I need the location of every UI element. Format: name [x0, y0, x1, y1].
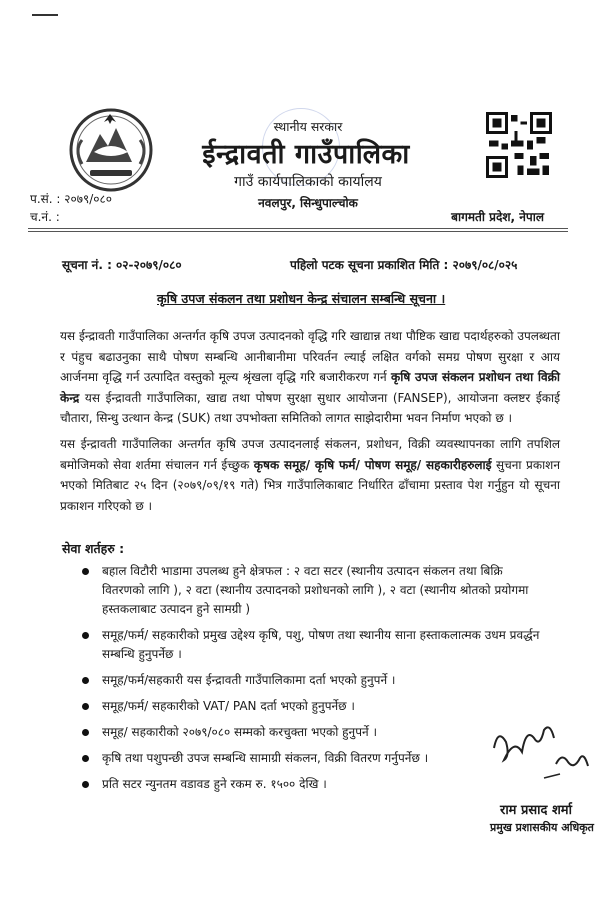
paragraph-intro-highlight: कृषि उपज संकलन प्रशोधन तथा विक्री केन्द्र	[60, 370, 560, 405]
bullet-icon	[82, 632, 89, 639]
signatory-title: प्रमुख प्रशासकीय अधिकृत	[490, 821, 594, 834]
bullet-icon	[82, 781, 89, 788]
paragraph-intro	[60, 326, 560, 429]
letter-number: प.सं. : २०७९/०८०	[30, 192, 112, 206]
office-address: नवलपुर, सिन्धुपाल्चोक	[258, 196, 358, 210]
municipality-name: ईन्द्रावती गाउँपालिका	[202, 139, 410, 170]
government-label: स्थानीय सरकार	[273, 119, 343, 134]
paragraph-call-highlight: कृषक समूह/ कृषि फर्म/ पोषण समूह/ सहकारीहरुलाई	[253, 457, 492, 472]
bullet-icon	[82, 755, 89, 762]
paragraph-intro-part1: यस ईन्द्रावती गाउँपालिका अन्तर्गत कृषि उपज उत्पादनको वृद्धि गरि खाद्यान्न तथा पौष्टिक खाद्य पदार्थहरुको उपलब्धता र पंहुच बढाउनुका साथै पोषण सम्बन्धि आनीबानीमा परिवर्तन ल्याई लक्षित वर्गको समग्र पोषण सुरक्षा र आय आर्जनमा वृद्धि गर्न उत्पादित वस्तुको मूल्य श्रृंखला वृद्धि गरि बजारीकरण गर्न	[60, 329, 560, 384]
top-mark	[32, 14, 58, 16]
bullet-icon	[82, 729, 89, 736]
header-divider-second	[28, 231, 568, 232]
handwritten-signature	[484, 708, 594, 798]
publication-date: पहिलो पटक सूचना प्रकाशित मिति : २०७९/०८/०२५	[290, 258, 518, 272]
list-item	[80, 749, 540, 768]
condition-text: समूह/ सहकारीको २०७९/०८० सम्मको करचुक्ता भएको हुनुपर्ने ।	[102, 725, 378, 739]
list-item	[80, 671, 540, 690]
office-name: गाउँ कार्यपालिकाको कार्यालय	[234, 174, 382, 190]
condition-text: समूह/फर्म/ सहकारीको VAT/ PAN दर्ता भएको हुनुपर्नेछ ।	[102, 699, 355, 713]
notice-subject: कृषि उपज संकलन तथा प्रशोधन केन्द्र संचालन सम्बन्धि सूचना ।	[157, 291, 446, 306]
signatory-name: राम प्रसाद शर्मा	[500, 803, 572, 818]
paragraph-call	[60, 434, 560, 516]
conditions-title: सेवा शर्तहरु :	[62, 541, 125, 556]
paragraph-intro-part2: यस ईन्द्रावती गाउँपालिका, खाद्य तथा पोषण सुरक्षा सुधार आयोजना (FANSEP), आयोजना क्लष्टर ईकाई चौतारा, सिन्धु उत्थान केन्द्र (SUK) तथा उपभोक्ता समितिको लागत साझेदारीमा भवन निर्माण भएको छ ।	[60, 390, 560, 425]
list-item	[80, 626, 540, 664]
notice-reference: सूचना नं. : ०२-२०७९/०८०	[62, 258, 182, 272]
bullet-icon	[82, 568, 89, 575]
condition-text: समूह/फर्म/सहकारी यस ईन्द्रावती गाउँपालिकामा दर्ता भएको हुनुपर्ने ।	[102, 673, 396, 687]
conditions-list	[80, 562, 540, 801]
list-item	[80, 775, 540, 794]
bullet-icon	[82, 703, 89, 710]
dispatch-number: च.नं. :	[30, 210, 60, 224]
list-item	[80, 697, 540, 716]
province-label: बागमती प्रदेश, नेपाल	[451, 210, 544, 224]
paragraph-call-part1: यस ईन्द्रावती गाउँपालिका अन्तर्गत कृषि उपज उत्पादनलाई संकलन, प्रशोधन, विक्री व्यवस्थापनका लागि तपशिल बमोजिमको सेवा शर्तमा संचालन गर्न ईच्छुक	[60, 437, 560, 472]
paragraph-call-part2: सुचना प्रकाशन भएको मितिबाट २५ दिन (२०७९/०९/१९ गते) भित्र गाउँपालिकाबाट निर्धारित ढाँचामा प्रस्ताव पेश गर्नुहुन यो सूचना प्रकाशन गरिएको छ ।	[60, 457, 560, 513]
condition-text: प्रति सटर न्युनतम वडावड हुने रकम रु. १५०० देखि ।	[102, 777, 327, 791]
bullet-icon	[82, 677, 89, 684]
list-item	[80, 723, 540, 742]
list-item	[80, 562, 540, 619]
condition-text: बहाल विटौरी भाडामा उपलब्ध हुने क्षेत्रफल : २ वटा सटर (स्थानीय उत्पादन संकलन तथा बिक्रि वितरणको लागि ), २ वटा (स्थानीय उत्पादनको प्रशोधनको लागि ), २ वटा (स्थानीय श्रोतको प्रयोगमा हस्तकलाबाट उत्पादन हुने सामग्री )	[102, 564, 529, 616]
condition-text: कृषि तथा पशुपन्छी उपज सम्बन्धि सामाग्री संकलन, विक्री वितरण गर्नुपर्नेछ ।	[102, 751, 429, 765]
header-divider	[28, 228, 568, 229]
condition-text: समूह/फर्म/ सहकारीको प्रमुख उद्देश्य कृषि, पशु, पोषण तथा स्थानीय साना हस्ताकलात्मक उधम प्रवर्द्धन सम्बन्धि हुनुपर्नेछ ।	[102, 628, 540, 661]
